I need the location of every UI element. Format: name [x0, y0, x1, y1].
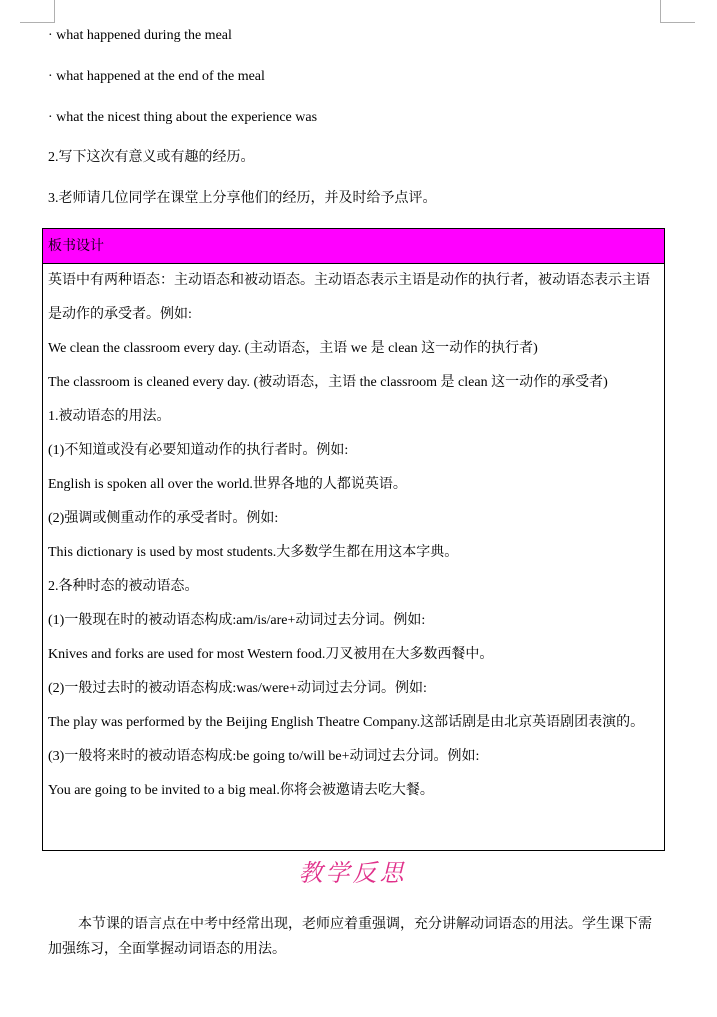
reflection-title: 教学反思: [298, 859, 407, 887]
page-corner-mark-left: [20, 0, 55, 23]
board-design-table: [42, 228, 665, 851]
board-line-present-simple-example: Knives and forks are used for most Western food.刀叉被用在大多数西餐中。: [48, 647, 494, 662]
bullet-line-nicest-thing: · what the nicest thing about the experience was: [48, 110, 318, 125]
board-line-usage-1-example: English is spoken all over the world.世界各地的人都说英语。: [48, 477, 407, 492]
bullet-line-end-of-meal: · what happened at the end of the meal: [48, 69, 265, 84]
board-line-usage-heading: 1.被动语态的用法。: [48, 409, 171, 424]
board-design-body: [43, 264, 664, 808]
board-line-passive-example: The classroom is cleaned every day. (被动语态，主语 the classroom 是 clean 这一动作的承受者): [48, 375, 608, 390]
board-line-active-example: We clean the classroom every day. (主动语态，主语 we 是 clean 这一动作的执行者): [48, 341, 538, 356]
board-line-usage-1: (1)不知道或没有必要知道动作的执行者时。例如:: [48, 443, 349, 458]
page-corner-mark-right: [660, 0, 695, 23]
board-line-voice-intro: 英语中有两种语态：主动语态和被动语态。主动语态表示主语是动作的执行者，被动语态表示主语是动作的承受者。例如:: [48, 273, 650, 322]
board-line-present-simple: (1)一般现在时的被动语态构成:am/is/are+动词过去分词。例如:: [48, 613, 426, 628]
board-line-future-simple-example: You are going to be invited to a big meal.你将会被邀请去吃大餐。: [48, 783, 434, 798]
board-line-usage-2-example: This dictionary is used by most students.大多数学生都在用这本字典。: [48, 545, 459, 560]
board-line-future-simple: (3)一般将来时的被动语态构成:be going to/will be+动词过去分词。例如:: [48, 749, 480, 764]
bullet-line-during-meal: · what happened during the meal: [48, 28, 232, 43]
board-line-past-simple: (2)一般过去时的被动语态构成:was/were+动词过去分词。例如:: [48, 681, 427, 696]
board-design-header: 板书设计: [43, 229, 664, 264]
reflection-paragraph: 本节课的语言点在中考中经常出现，老师应着重强调，充分讲解动词语态的用法。学生课下需加强练习，全面掌握动词语态的用法。: [48, 917, 652, 957]
board-line-tenses-heading: 2.各种时态的被动语态。: [48, 579, 199, 594]
board-line-past-simple-example: The play was performed by the Beijing English Theatre Company.这部话剧是由北京英语剧团表演的。: [48, 715, 645, 730]
board-line-usage-2: (2)强调或侧重动作的承受者时。例如:: [48, 511, 279, 526]
step-2-line: 2.写下这次有意义或有趣的经历。: [48, 150, 255, 165]
step-3-line: 3.老师请几位同学在课堂上分享他们的经历，并及时给予点评。: [48, 191, 437, 206]
